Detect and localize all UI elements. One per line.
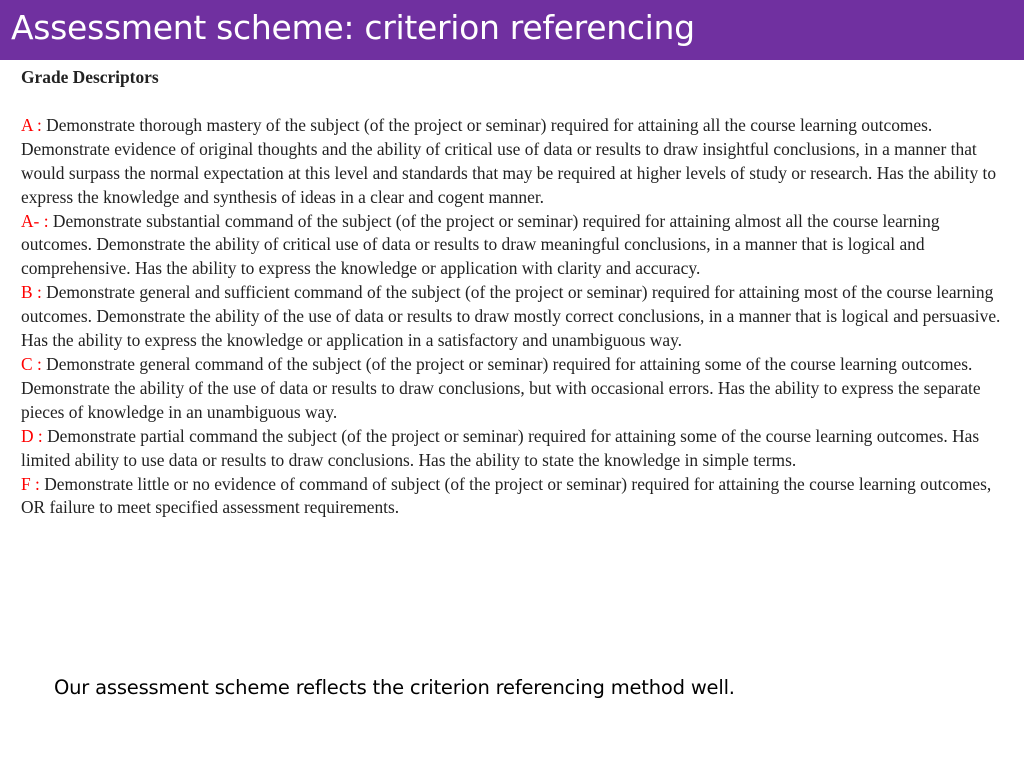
grade-descriptor-b bbox=[21, 281, 1011, 353]
grade-text-d: Demonstrate partial command the subject (of the project or seminar) required for attaining some of the course learning outcomes. Has limited ability to use data or results to draw conclusions. Has the ability to state the knowledge in simple terms. bbox=[21, 425, 980, 470]
grade-letter-a: A : bbox=[21, 114, 42, 135]
grade-text-a-minus: Demonstrate substantial command of the subject (of the project or seminar) required for attaining almost all the course learning outcomes. Demonstrate the ability of critical use of data or results to draw meaningful conclusions, in a manner that is logical and comprehensive. Has the ability to express the knowledge or application with clarity and accuracy. bbox=[21, 210, 940, 279]
grade-letter-b: B : bbox=[21, 282, 42, 303]
grade-descriptor-d bbox=[21, 425, 1011, 473]
grade-text-c: Demonstrate general command of the subject (of the project or seminar) required for attaining some of the course learning outcomes. Demonstrate the ability of the use of data or results to draw conclusions, but with occasional errors. Has the ability to express the separate pieces of knowledge in an unambiguous way. bbox=[21, 353, 981, 422]
grade-descriptor-c bbox=[21, 353, 1011, 425]
grade-letter-f: F : bbox=[21, 473, 40, 494]
grade-letter-c: C : bbox=[21, 353, 42, 374]
grade-descriptor-a bbox=[21, 114, 1011, 210]
grade-descriptors-body bbox=[21, 66, 1011, 520]
grade-text-a: Demonstrate thorough mastery of the subject (of the project or seminar) required for attaining all the course learning outcomes. Demonstrate evidence of original thoughts and the ability of critical use of data or results to draw insightful conclusions, in a manner that would surpass the normal expectation at this level and standards that may be required at higher levels of study or research. Has the ability to express the knowledge and synthesis of ideas in a clear and cogent manner. bbox=[21, 114, 997, 207]
grade-descriptor-f bbox=[21, 473, 1011, 521]
grade-letter-a-minus: A- : bbox=[21, 210, 49, 231]
slide-title: Assessment scheme: criterion referencing bbox=[11, 8, 695, 47]
grade-text-f: Demonstrate little or no evidence of command of subject (of the project or seminar) required for attaining the course learning outcomes, OR failure to meet specified assessment requirements. bbox=[21, 473, 992, 518]
title-bar bbox=[0, 0, 1024, 60]
grade-descriptor-a-minus bbox=[21, 210, 1011, 282]
grade-text-b: Demonstrate general and sufficient command of the subject (of the project or seminar) required for attaining most of the course learning outcomes. Demonstrate the ability of the use of data or results to draw mostly correct conclusions, in a manner that is logical and persuasive. Has the ability to express the knowledge or application in a satisfactory and unambiguous way. bbox=[21, 282, 1001, 351]
grade-descriptors-heading: Grade Descriptors bbox=[21, 67, 159, 87]
grade-letter-d: D : bbox=[21, 425, 43, 446]
footer-statement: Our assessment scheme reflects the criterion referencing method well. bbox=[54, 676, 735, 699]
